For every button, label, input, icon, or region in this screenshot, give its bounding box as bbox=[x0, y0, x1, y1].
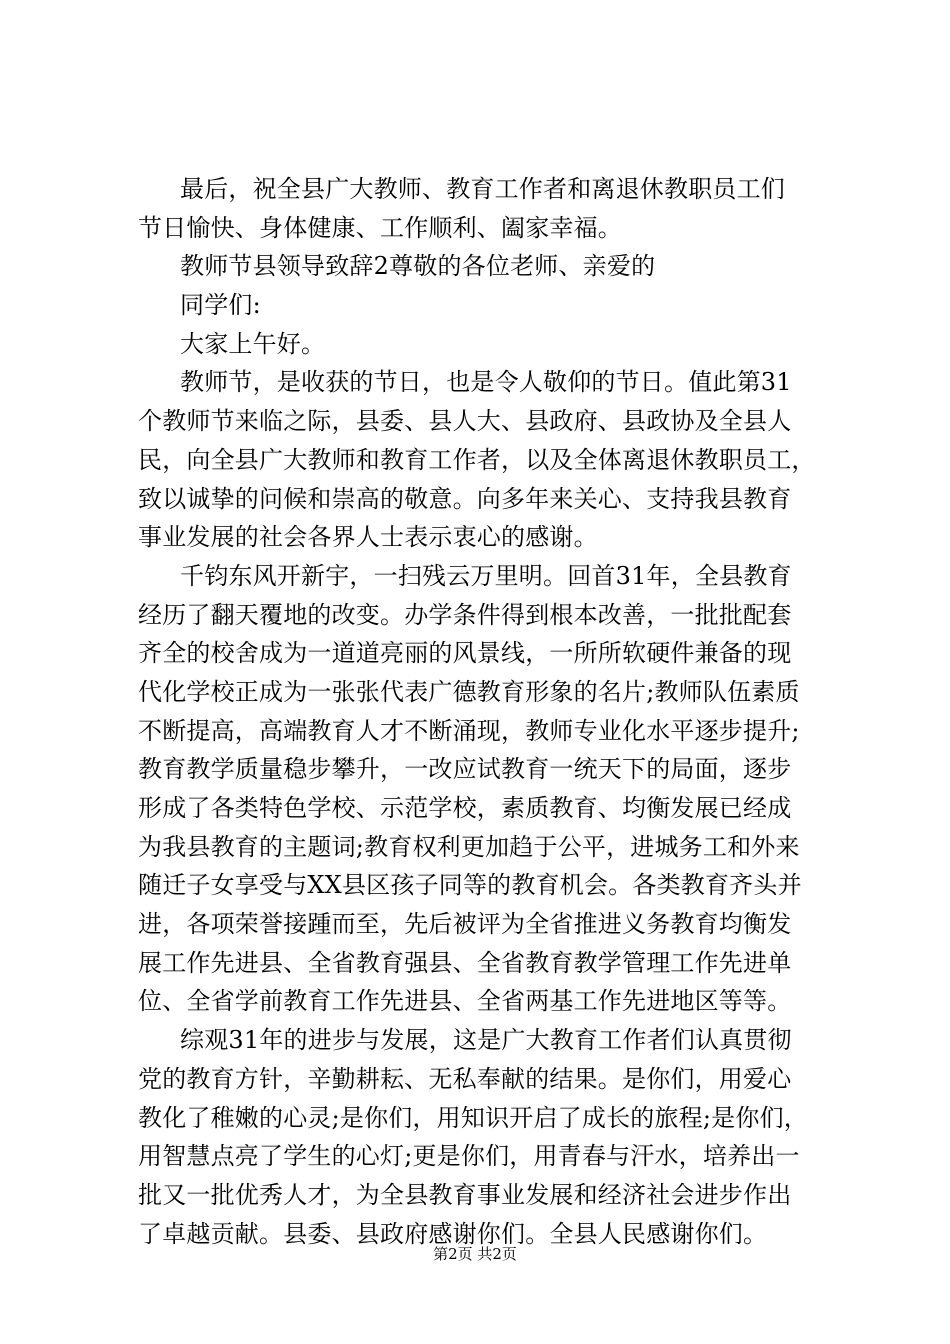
text-line: 节日愉快、身体健康、工作顺利、阖家幸福。 bbox=[138, 213, 622, 242]
text-line: 随迁子女享受与XX县区孩子同等的教育机会。各类教育齐头并 bbox=[138, 871, 802, 900]
text-line: 个教师节来临之际，县委、县人大、县政府、县政协及全县人 bbox=[138, 407, 792, 436]
text-line: 同学们: bbox=[180, 291, 261, 320]
text-line: 不断提高，高端教育人才不断涌现，教师专业化水平逐步提升; bbox=[138, 716, 800, 745]
text-line: 事业发展的社会各界人士表示衷心的感谢。 bbox=[138, 523, 598, 552]
text-line: 致以诚挚的问候和崇高的敬意。向多年来关心、支持我县教育 bbox=[138, 484, 792, 513]
text-line: 教化了稚嫩的心灵;是你们，用知识开启了成长的旅程;是你们， bbox=[138, 1103, 808, 1132]
text-line: 进，各项荣誉接踵而至，先后被评为全省推进义务教育均衡发 bbox=[138, 910, 792, 939]
text-line: 教师节，是收获的节日，也是令人敬仰的节日。值此第31 bbox=[180, 368, 792, 397]
text-line: 经历了翻天覆地的改变。办学条件得到根本改善，一批批配套 bbox=[138, 600, 792, 629]
text-line: 了卓越贡献。县委、县政府感谢你们。全县人民感谢你们。 bbox=[138, 1219, 768, 1248]
text-line: 代化学校正成为一张张代表广德教育形象的名片;教师队伍素质 bbox=[138, 677, 800, 706]
text-line: 用智慧点亮了学生的心灯;更是你们，用青春与汗水，培养出一 bbox=[138, 1142, 800, 1171]
text-line: 教师节县领导致辞2尊敬的各位老师、亲爱的 bbox=[180, 252, 656, 281]
text-line: 大家上午好。 bbox=[180, 329, 326, 358]
text-line: 位、全省学前教育工作先进县、全省两基工作先进地区等等。 bbox=[138, 987, 792, 1016]
document-body bbox=[138, 170, 820, 1253]
text-line: 民，向全县广大教师和教育工作者，以及全体离退休教职员工， bbox=[138, 445, 816, 474]
text-line: 千钧东风开新宇，一扫残云万里明。回首31年，全县教育 bbox=[180, 561, 792, 590]
text-line: 教育教学质量稳步攀升，一改应试教育一统天下的局面，逐步 bbox=[138, 755, 792, 784]
text-line: 为我县教育的主题词;教育权利更加趋于公平，进城务工和外来 bbox=[138, 832, 800, 861]
page-footer: 第2页 共2页 bbox=[433, 1245, 517, 1263]
text-line: 党的教育方针，辛勤耕耘、无私奉献的结果。是你们，用爱心 bbox=[138, 1064, 792, 1093]
text-line: 齐全的校舍成为一道道亮丽的风景线，一所所软硬件兼备的现 bbox=[138, 639, 792, 668]
text-line: 最后，祝全县广大教师、教育工作者和离退休教职员工们 bbox=[180, 175, 785, 203]
text-line: 形成了各类特色学校、示范学校，素质教育、均衡发展已经成 bbox=[138, 794, 792, 822]
text-line: 展工作先进县、全省教育强县、全省教育教学管理工作先进单 bbox=[138, 948, 792, 977]
text-line: 综观31年的进步与发展，这是广大教育工作者们认真贯彻 bbox=[180, 1026, 792, 1055]
text-line: 批又一批优秀人才，为全县教育事业发展和经济社会进步作出 bbox=[138, 1180, 792, 1209]
